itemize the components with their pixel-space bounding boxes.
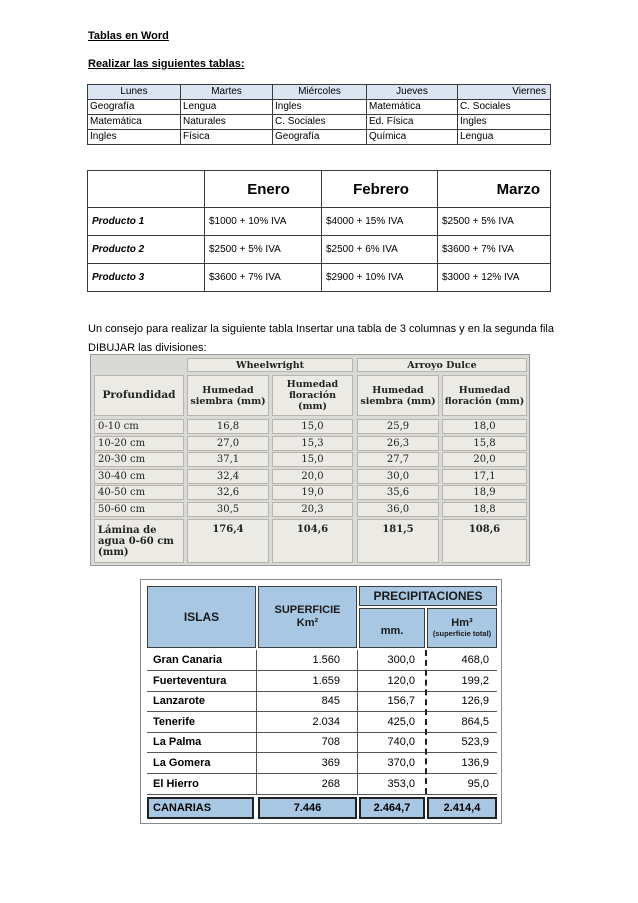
header-islas: [147, 586, 256, 648]
table-cell: $2500 + 5% IVA: [205, 236, 322, 264]
isla-value: 369: [321, 757, 340, 769]
isla-value: 268: [321, 777, 340, 790]
row-label: Producto 2: [88, 236, 205, 264]
footer-value: 176,4: [187, 519, 269, 563]
row-label: Producto 3: [88, 264, 205, 292]
header-martes: Martes: [181, 85, 273, 100]
group-wheelwright: Wheelwright: [187, 358, 353, 372]
table-cell: $3600 + 7% IVA: [438, 236, 551, 264]
humidity-value: 15,0: [272, 452, 353, 467]
table-cell: Física: [181, 130, 273, 145]
header-hm3-sub: (superficie total): [432, 629, 492, 638]
humidity-value: 18,9: [442, 485, 527, 500]
table-cell: Ingles: [88, 130, 181, 145]
total-hm3: 2.414,4: [427, 797, 497, 819]
table-cell: $1000 + 10% IVA: [205, 208, 322, 236]
table-cell: Matemática: [88, 115, 181, 130]
isla-value: 120,0: [387, 674, 415, 687]
humidity-value: 20,3: [272, 502, 353, 517]
row-divider: [147, 711, 497, 712]
table-row: [88, 100, 551, 115]
isla-value: 2.034: [312, 715, 340, 728]
humidity-value: 25,9: [357, 419, 439, 434]
isla-name: La Gomera: [153, 757, 211, 769]
row-divider: [147, 752, 497, 753]
table-cell: $3000 + 12% IVA: [438, 264, 551, 292]
header-mm: mm.: [359, 608, 425, 648]
table-row: [88, 236, 551, 264]
humidity-value: 20,0: [442, 452, 527, 467]
col-profundidad: Profundidad: [94, 375, 184, 416]
header-viernes: Viernes: [458, 85, 551, 100]
depth-label: 0-10 cm: [94, 419, 184, 434]
row-label: Producto 1: [88, 208, 205, 236]
depth-label: 50-60 cm: [94, 502, 184, 517]
isla-name: Gran Canaria: [153, 654, 223, 666]
humidity-value: 18,8: [442, 502, 527, 517]
table-cell: Ingles: [458, 115, 551, 130]
table-cell: $2500 + 5% IVA: [438, 208, 551, 236]
humidity-value: 30,5: [187, 502, 269, 517]
table-cell: Ingles: [273, 100, 367, 115]
isla-value: 523,9: [461, 736, 489, 749]
humidity-value: 17,1: [442, 469, 527, 484]
isla-value: 845: [321, 695, 340, 708]
table-cell: Geografía: [88, 100, 181, 115]
humidity-value: 30,0: [357, 469, 439, 484]
header-jueves: Jueves: [367, 85, 458, 100]
header-enero: Enero: [205, 171, 322, 208]
row-divider: [147, 732, 497, 733]
footer-value: 108,6: [442, 519, 527, 563]
header-islas-text: ISLAS: [183, 610, 220, 624]
isla-value: 136,9: [461, 757, 489, 769]
table-row: [88, 115, 551, 130]
col-humedad-floracion-2: Humedad floración (mm): [442, 375, 527, 416]
humidity-value: 32,6: [187, 485, 269, 500]
row-divider: [147, 670, 497, 671]
table-cell: Naturales: [181, 115, 273, 130]
isla-name: Fuerteventura: [153, 674, 227, 687]
instruction-heading: Realizar las siguientes tablas:: [88, 58, 245, 70]
total-label: CANARIAS: [147, 797, 254, 819]
row-divider: [147, 691, 497, 692]
isla-value: 864,5: [461, 715, 489, 728]
header-hm3-text: Hm³: [451, 617, 473, 629]
depth-label: 30-40 cm: [94, 469, 184, 484]
table-cell: Lengua: [181, 100, 273, 115]
isla-name: Tenerife: [153, 715, 195, 728]
humidity-value: 15,8: [442, 436, 527, 451]
timetable-table: [87, 84, 551, 145]
depth-label: 10-20 cm: [94, 436, 184, 451]
isla-value: 425,0: [387, 715, 415, 728]
canarias-table-image: [140, 579, 502, 824]
table-cell: Matemática: [367, 100, 458, 115]
table-row: [88, 208, 551, 236]
group-arroyo-dulce: Arroyo Dulce: [357, 358, 527, 372]
table-row: [88, 130, 551, 145]
doc-title: Tablas en Word: [88, 30, 169, 42]
products-table: [87, 170, 551, 292]
humidity-value: 35,6: [357, 485, 439, 500]
footer-value: 181,5: [357, 519, 439, 563]
table-cell: $4000 + 15% IVA: [322, 208, 438, 236]
header-km2-text: Km²: [296, 617, 319, 629]
table-cell: $2900 + 10% IVA: [322, 264, 438, 292]
humidity-table-image: [90, 354, 530, 566]
humidity-value: 37,1: [187, 452, 269, 467]
table-cell: Geografía: [273, 130, 367, 145]
humidity-value: 26,3: [357, 436, 439, 451]
table-cell: Lengua: [458, 130, 551, 145]
total-superficie: 7.446: [258, 797, 357, 819]
isla-value: 300,0: [387, 654, 415, 666]
table-cell: $2500 + 6% IVA: [322, 236, 438, 264]
humidity-value: 15,0: [272, 419, 353, 434]
humidity-value: 32,4: [187, 469, 269, 484]
humidity-value: 27,7: [357, 452, 439, 467]
isla-value: 1.659: [312, 674, 340, 687]
header-lunes: Lunes: [88, 85, 181, 100]
isla-name: La Palma: [153, 736, 202, 749]
header-superficie: [258, 586, 357, 648]
table-cell: Química: [367, 130, 458, 145]
isla-value: 1.560: [312, 654, 340, 666]
header-hm3: [427, 608, 497, 648]
isla-value: 740,0: [387, 736, 415, 749]
depth-label: 20-30 cm: [94, 452, 184, 467]
humidity-value: 19,0: [272, 485, 353, 500]
humidity-value: 20,0: [272, 469, 353, 484]
table-cell: C. Sociales: [273, 115, 367, 130]
footer-value: 104,6: [272, 519, 353, 563]
isla-value: 156,7: [387, 695, 415, 708]
header-precipitaciones: PRECIPITACIONES: [359, 586, 497, 606]
table-cell: Ed. Física: [367, 115, 458, 130]
column-divider: [256, 650, 257, 794]
humidity-value: 16,8: [187, 419, 269, 434]
col-humedad-siembra-1: Humedad siembra (mm): [187, 375, 269, 416]
humidity-value: 18,0: [442, 419, 527, 434]
header-empty: [88, 171, 205, 208]
depth-label: 40-50 cm: [94, 485, 184, 500]
table-cell: C. Sociales: [458, 100, 551, 115]
table-cell: $3600 + 7% IVA: [205, 264, 322, 292]
humidity-value: 36,0: [357, 502, 439, 517]
isla-name: Lanzarote: [153, 695, 205, 708]
isla-value: 353,0: [387, 777, 415, 790]
table-row: [88, 264, 551, 292]
header-febrero: Febrero: [322, 171, 438, 208]
isla-value: 370,0: [387, 757, 415, 769]
humidity-value: 27,0: [187, 436, 269, 451]
column-divider: [357, 650, 358, 794]
isla-name: El Hierro: [153, 777, 199, 790]
col-humedad-floracion-1: Humedad floración (mm): [272, 375, 353, 416]
header-miercoles: Miércoles: [273, 85, 367, 100]
header-superficie-text: SUPERFICIE: [274, 604, 341, 616]
isla-value: 95,0: [467, 777, 489, 790]
col-humedad-siembra-2: Humedad siembra (mm): [357, 375, 439, 416]
header-marzo: Marzo: [438, 171, 551, 208]
isla-value: 708: [321, 736, 340, 749]
total-mm: 2.464,7: [359, 797, 425, 819]
advice-paragraph: Un consejo para realizar la siguiente tabla Insertar una tabla de 3 columnas y en la segunda fila DIBUJAR las divisiones:: [88, 323, 554, 354]
row-divider: [147, 794, 497, 795]
humidity-value: 15,3: [272, 436, 353, 451]
isla-value: 199,2: [461, 674, 489, 687]
column-divider: [425, 650, 427, 794]
row-divider: [147, 773, 497, 774]
footer-label: Lámina de agua 0-60 cm (mm): [94, 519, 184, 563]
isla-value: 126,9: [461, 695, 489, 708]
isla-value: 468,0: [461, 654, 489, 666]
